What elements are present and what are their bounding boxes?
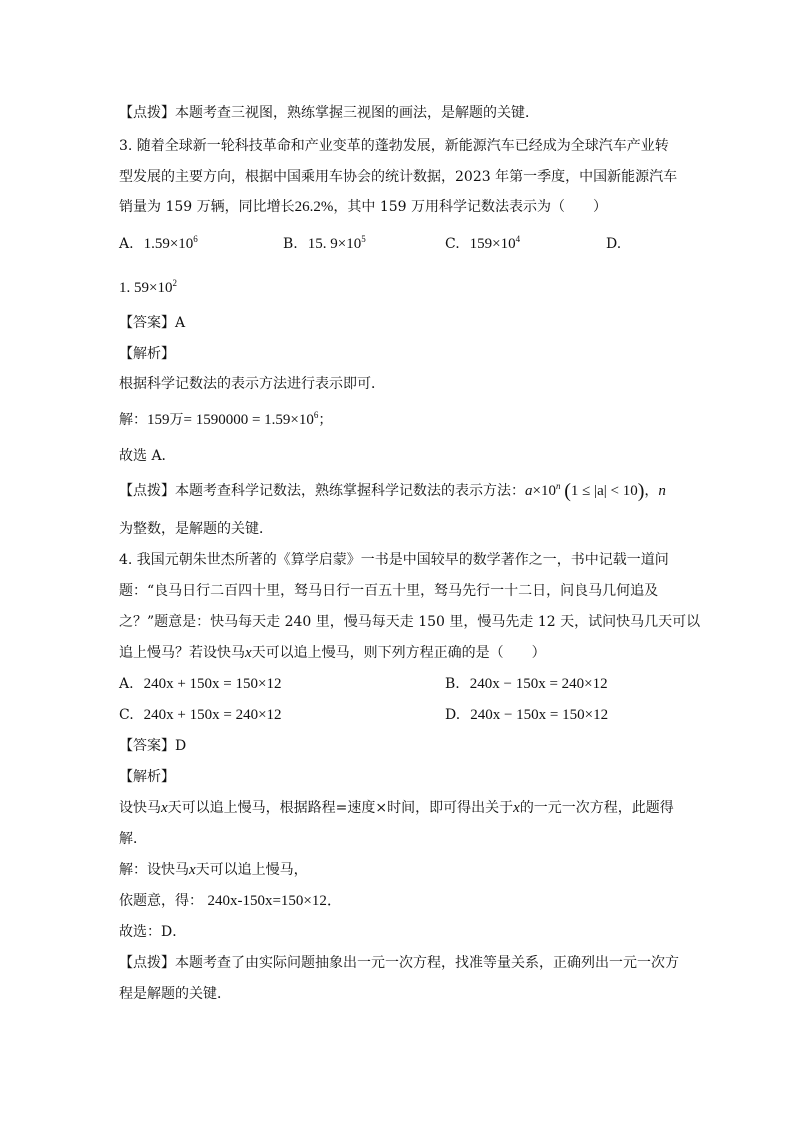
q4-equation: 依题意，得： 240x-150x=150×12．	[119, 893, 342, 909]
q4-stem-line-4: 追上慢马？若设快马x天可以追上慢马，则下列方程正确的是（ ）	[119, 645, 546, 661]
q4-analysis-label: 【解析】	[119, 769, 175, 785]
q3-stem-line-3: 销量为 159 万辆，同比增长26.2%，其中 159 万用科学记数法表示为（ ）	[119, 199, 607, 215]
q3-stem-line-1: 3. 随着全球新一轮科技革命和产业变革的蓬勃发展，新能源汽车已经成为全球汽车产业转	[119, 138, 669, 154]
q3-tip-line-2: 为整数，是解题的关键．	[119, 521, 273, 537]
q3-option-d: 1. $59\times 10^2$	[119, 278, 177, 296]
q4-answer: 【答案】D	[119, 738, 187, 754]
q3-option-b: B. 15. $9\times 10^5$	[283, 234, 366, 252]
q4-stem-line-1: 4. 我国元朝朱世杰所著的《算学启蒙》一书是中国较早的数学著作之一，书中记载一道问	[119, 552, 669, 568]
growth-percent: 26.2%	[294, 199, 334, 215]
q3-analysis-label: 【解析】	[119, 346, 175, 362]
q4-analysis-line-2: 解．	[119, 831, 147, 847]
q2-tip	[119, 103, 539, 123]
q4-analysis-line-1: 设快马x天可以追上慢马，根据路程=速度×时间，即可得出关于x的一元一次方程，此题得	[119, 800, 674, 816]
q3-option-d-label: D.	[606, 236, 622, 252]
q3-answer: 【答案】A	[119, 315, 186, 331]
q3-analysis: 根据科学记数法的表示方法进行表示即可．	[119, 376, 385, 392]
q4-stem-line-3: 之？”题意是：快马每天走 240 里，慢马每天走 150 里，慢马先走 12 天，试问快马几天可以	[119, 614, 701, 630]
q3-option-c: C. $159\times 10^4$	[445, 234, 521, 252]
q4-option-d: D. 240x − 150x = 150×12	[445, 707, 609, 723]
scientific-notation-formula: $a\times 10^n$ (1 ≤ |a| < 10)	[525, 480, 645, 502]
q3-tip: 【点拨】本题考查科学记数法，熟练掌握科学记数法的表示方法：$a\times 10^n$ (1 ≤ |a| < 10)，n	[119, 480, 666, 502]
q3-choice: 故选 A．	[119, 448, 176, 464]
q3-solution: 解：159万= $1590000 = 1.59\times 10^6$；	[119, 410, 333, 428]
q4-option-b: B. 240x − 150x = 240×12	[445, 676, 608, 692]
q3-stem-line-2: 型发展的主要方向，根据中国乘用车协会的统计数据，2023 年第一季度，中国新能源汽车	[119, 169, 678, 185]
q4-option-a: A. 240x + 150x = 150×12	[119, 676, 282, 692]
q4-option-c: C. 240x + 150x = 240×12	[119, 707, 282, 723]
q4-choice: 故选：D．	[119, 924, 187, 940]
q4-solution: 解：设快马x天可以追上慢马，	[119, 862, 308, 878]
q3-option-a: A. $1.59\times 10^6$	[119, 234, 198, 252]
q4-tip-line-2: 程是解题的关键．	[119, 986, 231, 1002]
tip-label: 【点拨】	[119, 105, 175, 121]
tip-text: 本题考查三视图，熟练掌握三视图的画法，是解题的关键．	[175, 105, 539, 121]
q4-stem-line-2: 题：“良马日行二百四十里，驽马日行一百五十里，驽马先行一十二日，问良马几何追及	[119, 583, 659, 599]
q4-tip-line-1: 【点拨】本题考查了由实际问题抽象出一元一次方程，找准等量关系，正确列出一元一次方	[119, 955, 679, 971]
